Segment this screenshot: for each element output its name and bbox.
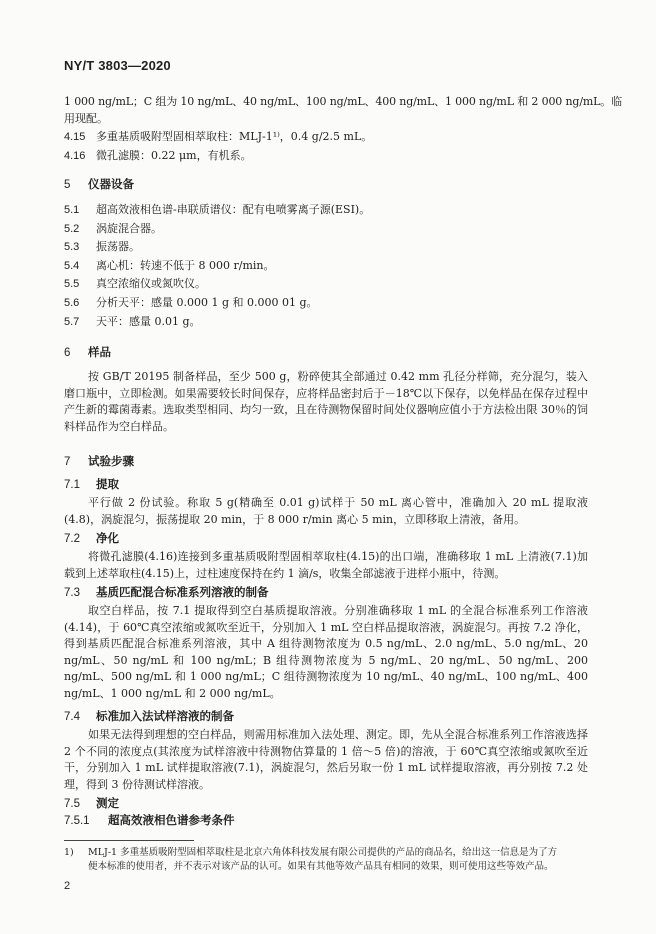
section-5-items xyxy=(64,202,588,332)
footnote xyxy=(64,846,588,874)
footnote-mark: 1) xyxy=(64,847,74,858)
item-text: 离心机：转速不低于 8 000 r/min。 xyxy=(96,258,275,272)
footnote-text-1: MLJ-1 多重基质吸附型固相萃取柱是北京六角体科技发展有限公司提供的产品的商品名，给出这一信息是为了方 xyxy=(88,847,558,858)
item-text: 多重基质吸附型固相萃取柱：MLJ-1¹⁾，0.4 g/2.5 mL。 xyxy=(96,130,373,143)
reagent-c-group-line-2: 用现配。 xyxy=(64,111,108,125)
item-number: 5.2 xyxy=(64,222,80,235)
item-text: 微孔滤膜：0.22 μm，有机系。 xyxy=(96,148,252,162)
section-7-2 xyxy=(64,531,588,582)
item-4-15 xyxy=(64,129,588,146)
section-number: 7.5.1 xyxy=(64,815,90,827)
item-4-16 xyxy=(64,148,588,165)
section-title: 样品 xyxy=(88,347,111,359)
section-number: 7.4 xyxy=(64,711,80,723)
section-7-1-heading xyxy=(64,477,588,493)
section-7-4 xyxy=(64,709,588,793)
section-number: 7.2 xyxy=(64,533,80,545)
section-7-4-heading xyxy=(64,709,588,725)
section-number: 6 xyxy=(64,347,71,359)
item-5-6 xyxy=(64,295,588,314)
section-5-heading xyxy=(64,177,588,193)
item-number: 5.5 xyxy=(64,278,80,291)
section-title: 超高效液相色谱参考条件 xyxy=(108,815,235,827)
footnote-rule xyxy=(64,840,194,841)
section-6-body xyxy=(64,369,588,435)
section-7-3 xyxy=(64,585,588,702)
page-number: 2 xyxy=(64,880,71,892)
section-7-5 xyxy=(64,796,588,829)
item-number: 5.4 xyxy=(64,259,80,272)
section-number: 7.5 xyxy=(64,798,80,810)
section-number: 7.1 xyxy=(64,479,80,491)
section-7-3-heading xyxy=(64,585,588,601)
matrix-standard-paragraph: 取空白样品，按 7.1 提取得到空白基质提取溶液。分别准确移取 1 mL 的全混合标准系列工作溶液(4.14)，于 60℃真空浓缩或氮吹至近干，分别加入 1 mL 空白样品提取溶液，涡旋混匀。再按 7.2 净化，得到基质匹配混合标准系列溶液，其中 A 组待测物浓度为 0.5 ng/mL、2.0 ng/mL、5.0 ng/mL、20 ng/mL、50 ng/mL 和 100 ng/mL；B 组待测物浓度为 5 ng/mL、20 ng/mL、50 ng/mL、200 ng/mL、500 ng/mL 和 1 000 ng/mL；C 组待测物浓度为 10 ng/mL、40 ng/mL、100 ng/mL、400 ng/mL、1 000 ng/mL 和 2 000 ng/mL。 xyxy=(64,604,588,700)
section-6 xyxy=(64,345,588,361)
reagent-c-group-line: 1 000 ng/mL；C 组为 10 ng/mL、40 ng/mL、100 ng/mL、400 ng/mL、1 000 ng/mL 和 2 000 ng/mL。临 xyxy=(64,95,623,108)
section-title: 净化 xyxy=(96,533,119,545)
item-number: 5.7 xyxy=(64,315,80,328)
section-7-5-heading xyxy=(64,796,588,812)
item-text: 分析天平：感量 0.000 1 g 和 0.000 01 g。 xyxy=(96,295,318,309)
section-number: 7 xyxy=(64,456,71,468)
section-title: 测定 xyxy=(96,798,119,810)
item-number: 4.15 xyxy=(64,131,86,143)
section-title: 标准加入法试样溶液的制备 xyxy=(96,711,234,723)
cleanup-paragraph: 将微孔滤膜(4.16)连接到多重基质吸附型固相萃取柱(4.15)的出口端，准确移取 1 mL 上清液(7.1)加载到上述萃取柱(4.15)上，过柱速度保持在约 1 滴/s，收集全部滤液于进样小瓶中，待测。 xyxy=(64,550,588,580)
sample-paragraph: 按 GB/T 20195 制备样品，至少 500 g，粉碎使其全部通过 0.42 mm 孔径分样筛，充分混匀，装入磨口瓶中，立即检测。如果需要较长时间保存，应将样品密封后于－18℃以下保存，以免样品在保存过程中产生新的霉菌毒素。选取类型相同、均匀一致，且在待测物保留时间处仪器响应值小于方法检出限 30％的饲料样品作为空白样品。 xyxy=(64,370,588,433)
item-text: 涡旋混合器。 xyxy=(96,221,162,235)
section-6-heading xyxy=(64,345,588,361)
standard-addition-paragraph: 如果无法得到理想的空白样品，则需用标准加入法处理、测定。即，先从全混合标准系列工作溶液选择 2 个不同的浓度点(其浓度为试样溶液中待测物估算量的 1 倍～5 倍)的溶液，于 60℃真空浓缩或氮吹至近干，分别加入 1 mL 试样提取溶液(7.1)，涡旋混匀，然后另取一份 1 mL 试样提取溶液，再分别按 7.2 处理，得到 3 份待测试样溶液。 xyxy=(64,728,588,791)
section-7-heading xyxy=(64,454,588,470)
item-5-2 xyxy=(64,221,588,240)
section-title: 仪器设备 xyxy=(88,179,134,191)
item-5-3 xyxy=(64,239,588,258)
section-7-5-1-heading xyxy=(64,813,588,829)
item-number: 4.16 xyxy=(64,149,86,162)
item-number: 5.1 xyxy=(64,204,80,216)
section-title: 试验步骤 xyxy=(88,456,134,468)
item-number: 5.6 xyxy=(64,296,80,309)
item-text: 振荡器。 xyxy=(96,240,140,254)
section-7-1 xyxy=(64,477,588,528)
extraction-paragraph: 平行做 2 份试验。称取 5 g(精确至 0.01 g)试样于 50 mL 离心管中，准确加入 20 mL 提取液(4.8)，涡旋混匀，振荡提取 20 min，于 8 000 r/min 离心 5 min，立即移取上清液，备用。 xyxy=(64,496,588,526)
section-4-continuation xyxy=(64,94,623,164)
footnote-line-2: 便本标准的使用者，并不表示对该产品的认可。如果有其他等效产品具有相同的效果，则可使用这些等效产品。 xyxy=(88,861,554,872)
item-text: 真空浓缩仪或氮吹仪。 xyxy=(96,277,206,291)
section-title: 基质匹配混合标准系列溶液的制备 xyxy=(96,587,269,599)
item-5-5 xyxy=(64,276,588,295)
standard-code-header: NY/T 3803—2020 xyxy=(64,58,171,73)
section-title: 提取 xyxy=(96,479,119,491)
section-7 xyxy=(64,454,588,470)
footnote-line-1 xyxy=(64,846,588,860)
section-number: 7.3 xyxy=(64,587,80,599)
item-text: 天平：感量 0.01 g。 xyxy=(96,314,201,328)
section-7-2-heading xyxy=(64,531,588,547)
item-5-4 xyxy=(64,258,588,277)
item-number: 5.3 xyxy=(64,241,80,254)
item-5-7 xyxy=(64,314,588,333)
item-text: 超高效液相色谱-串联质谱仪：配有电喷雾离子源(ESI)。 xyxy=(96,203,371,216)
section-5 xyxy=(64,177,588,193)
section-number: 5 xyxy=(64,179,71,191)
item-5-1 xyxy=(64,202,588,221)
